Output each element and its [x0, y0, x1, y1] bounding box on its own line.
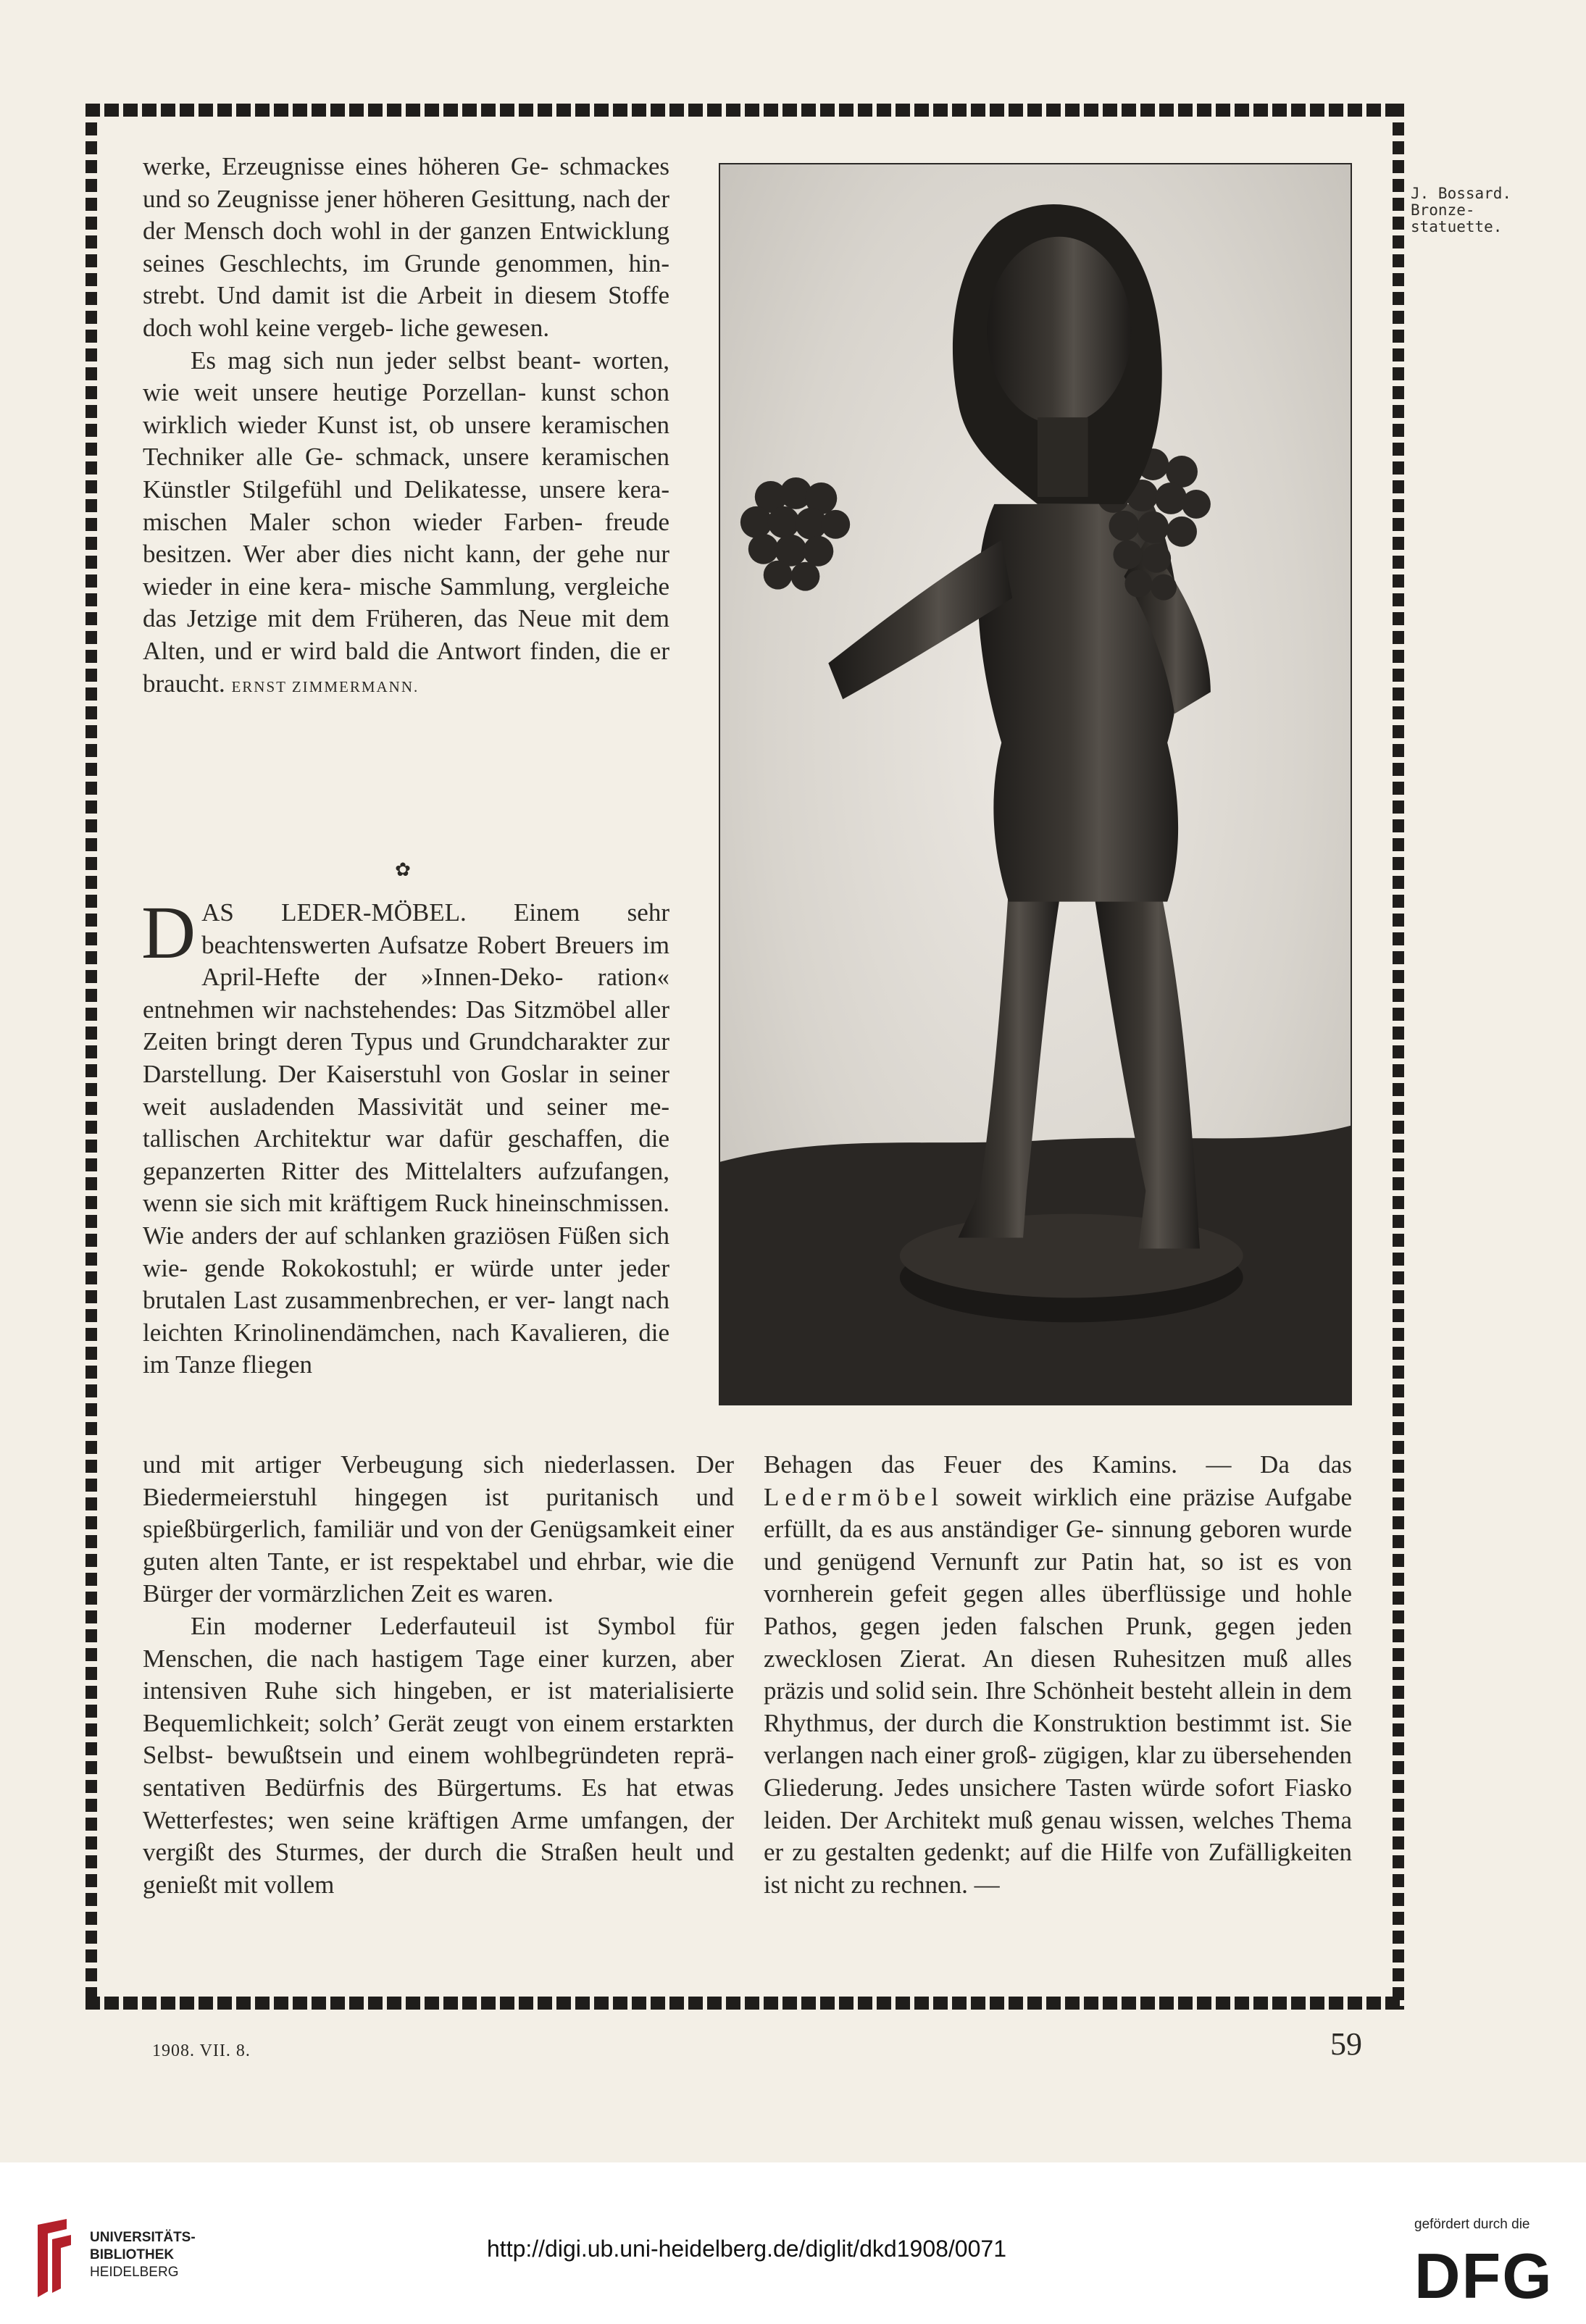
paragraph-2: Es mag sich nun jeder selbst beant- worten, wie weit unsere heutige Porzellan- kunst schon wirklich wieder Kunst ist, ob unsere keramischen Techniker alle Ge- schmack, unsere keramischen Künstler Stilgefühl und Delikatesse, unsere kera- mischen Maler schon wieder Farben- freude besitzen. Wer aber dies nicht kann, der gehe nur wieder in eine kera- mische Sammlung, vergleiche das Jetzige mit dem Früheren, das Neue mit dem Alten, und er wird bald die Antwort finden, die er braucht. ERNST ZIMMERMANN.: [143, 346, 670, 698]
university-library-name: UNIVERSITÄTS- BIBLIOTHEK HEIDELBERG: [90, 2230, 196, 2280]
leder-paragraph-2: Ein moderner Lederfauteuil ist Symbol für Menschen, die nach hastigem Tage einer kurzen, aber intensiven Ruhe sich hingeben, er ist materialisierte Bequemlichkeit; solch’ Gerät zeugt von einem erstarkten Selbst- bewußtsein und einem wohlbegründeten reprä- sentativen Bedürfnis des Bürgertums. Es hat etwas Wetterfestes; wen seine kräftigen Arme umfangen, der vergißt des Sturmes, der durch die Straßen heult und genießt mit vollem: [143, 1611, 735, 1899]
dropcap-letter: D: [141, 891, 196, 974]
statuette-illustration: [720, 164, 1351, 1404]
article-heading: AS LEDER-MÖBEL.: [201, 898, 467, 927]
source-url-link[interactable]: http://digi.ub.uni-heidelberg.de/diglit/dkd1908/0071: [487, 2236, 1006, 2262]
statuette-photograph: [719, 163, 1352, 1405]
page-number: 59: [1330, 2026, 1362, 2062]
issue-reference: 1908. VII. 8.: [152, 2041, 251, 2060]
funding-note: gefördert durch die: [1414, 2217, 1530, 2232]
caption-line2: Bronze-: [1411, 201, 1475, 219]
paragraph-1: werke, Erzeugnisse eines höheren Ge- schmackes und so Zeugnisse jener höheren Gesittung, nach der der Mensch doch wohl in der ganzen Entwicklung seines Geschlechts, im Grunde genommen, hin- strebt. Und damit ist die Arbeit in diesem Stoffe doch wohl keine vergeb- liche gewesen.: [143, 152, 670, 342]
author-signature: ERNST ZIMMERMANN.: [231, 677, 420, 695]
section-ornament-icon: ✿: [395, 859, 411, 880]
frame-right: [1393, 104, 1404, 2010]
leder-lower-right: [764, 1449, 1352, 1901]
dfg-logo: DFG: [1414, 2240, 1553, 2312]
leder-lower-left: [143, 1449, 734, 1901]
leder-paragraph-3: Behagen das Feuer des Kamins. — Da das Ledermöbel soweit wirklich eine präzise Aufgabe erfüllt, da es aus anständiger Ge- sinnung geboren wurde und genügend Vernunft zur Patin hat, so ist es von vornherein gefeit gegen alles überflüssige und hohle Pathos, gegen jeden falschen Prunk, gegen jeden zwecklosen Zierat. An diesen Ruhesitzen muß alles präzis und solid sein. Ihre Schönheit besteht allein in dem Rhythmus, der durch die Konstruktion bestimmt ist. Sie verlangen nach einer groß- zügigen, klar zu übersehenden Gliederung. Jedes unsichere Tasten würde sofort Fiasko leiden. Der Architekt muß genau wissen, welches Thema er zu gestalten gedenkt; auf die Hilfe von Zufälligkeiten ist nicht zu rechnen. —: [764, 1450, 1353, 1899]
university-library-logo-icon: [35, 2219, 72, 2297]
leder-paragraph-1: D AS LEDER-MÖBEL. Einem sehr beachtenswerten Aufsatze Robert Breuers im April-Hefte der »Innen-Deko- ration« entnehmen wir nachstehendes: Das Sitzmöbel aller Zeiten bringt deren Typus und Grundcharakter zur Darstellung. Der Kaiserstuhl von Goslar in seiner weit ausladenden Massivität und seiner me- tallischen Architektur war dafür geschaffen, die gepanzerten Ritter des Mittelalters aufzufangen, wenn sie sich mit kräftigem Ruck hineinschmissen. Wie anders der auf schlanken graziösen Füßen sich wie- gende Rokokostuhl; er würde unter jeder brutalen Last zusammenbrechen, er ver- langt nach leichten Krinolinendämchen, nach Kavalieren, die im Tanze fliegen: [141, 891, 670, 1379]
caption-author: J. Bossard.: [1411, 185, 1512, 202]
photo-caption: [1411, 185, 1511, 235]
frame-bottom: [85, 1997, 1404, 2010]
article-leder-moebel: [141, 891, 670, 1382]
frame-left: [85, 104, 97, 2010]
article-zimmermann: [143, 151, 669, 703]
frame-top: [85, 104, 1404, 117]
leder-paragraph-1-cont: und mit artiger Verbeugung sich niederlassen. Der Biedermeierstuhl hingegen ist puritanisch und spießbürgerlich, familiär und von der Genügsamkeit einer guten alten Tante, er ist respektabel und ehrbar, wie die Bürger der vormärzlichen Zeit es waren.: [143, 1450, 735, 1608]
caption-line3: statuette.: [1411, 218, 1503, 235]
spaced-term: Ledermöbel: [764, 1482, 945, 1511]
